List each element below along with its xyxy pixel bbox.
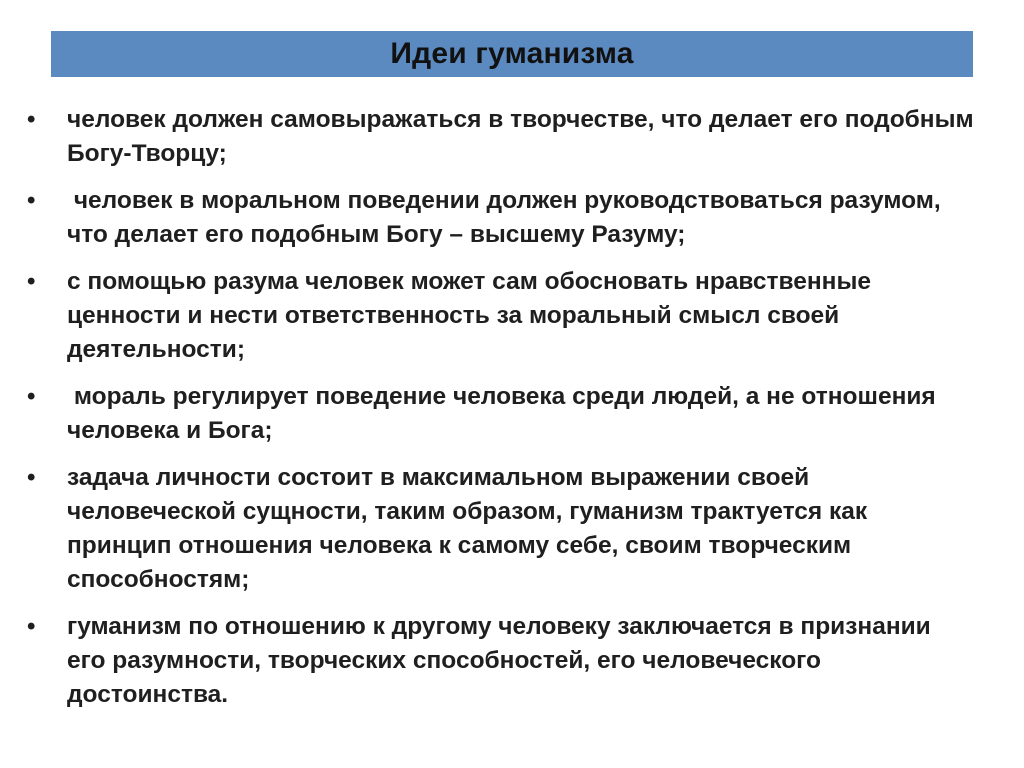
- bullet-item: [0, 184, 1024, 252]
- bullet-dot-icon: •: [27, 613, 36, 640]
- bullet-item: [0, 265, 1024, 367]
- bullet-dot-icon: •: [27, 268, 36, 295]
- bullet-text: задача личности состоит в максимальном выражении своей человеческой сущности, таким образом, гуманизм трактуется как принцип отношения человека к самому себе, своим творческим способностям;: [67, 464, 868, 593]
- bullet-text: человек должен самовыражаться в творчестве, что делает его подобным Богу-Творцу;: [67, 106, 974, 167]
- title-bar: [51, 31, 973, 77]
- bullet-list: [0, 103, 1024, 725]
- bullet-dot-icon: •: [27, 383, 36, 410]
- slide-title: Идеи гуманизма: [390, 37, 634, 70]
- bullet-text: с помощью разума человек может сам обосновать нравственные ценности и нести ответственность за моральный смысл своей деятельности;: [67, 268, 872, 363]
- bullet-dot-icon: •: [27, 187, 36, 214]
- bullet-item: [0, 461, 1024, 597]
- bullet-item: [0, 103, 1024, 171]
- bullet-dot-icon: •: [27, 106, 36, 133]
- bullet-text: мораль регулирует поведение человека среди людей, а не отношения человека и Бога;: [67, 383, 943, 444]
- bullet-text: человек в моральном поведении должен руководствоваться разумом, что делает его подобным Богу – высшему Разуму;: [67, 187, 948, 248]
- bullet-dot-icon: •: [27, 464, 36, 491]
- bullet-item: [0, 610, 1024, 712]
- bullet-text: гуманизм по отношению к другому человеку заключается в признании его разумности, творческих способностей, его человеческого достоинства.: [67, 613, 931, 708]
- bullet-item: [0, 380, 1024, 448]
